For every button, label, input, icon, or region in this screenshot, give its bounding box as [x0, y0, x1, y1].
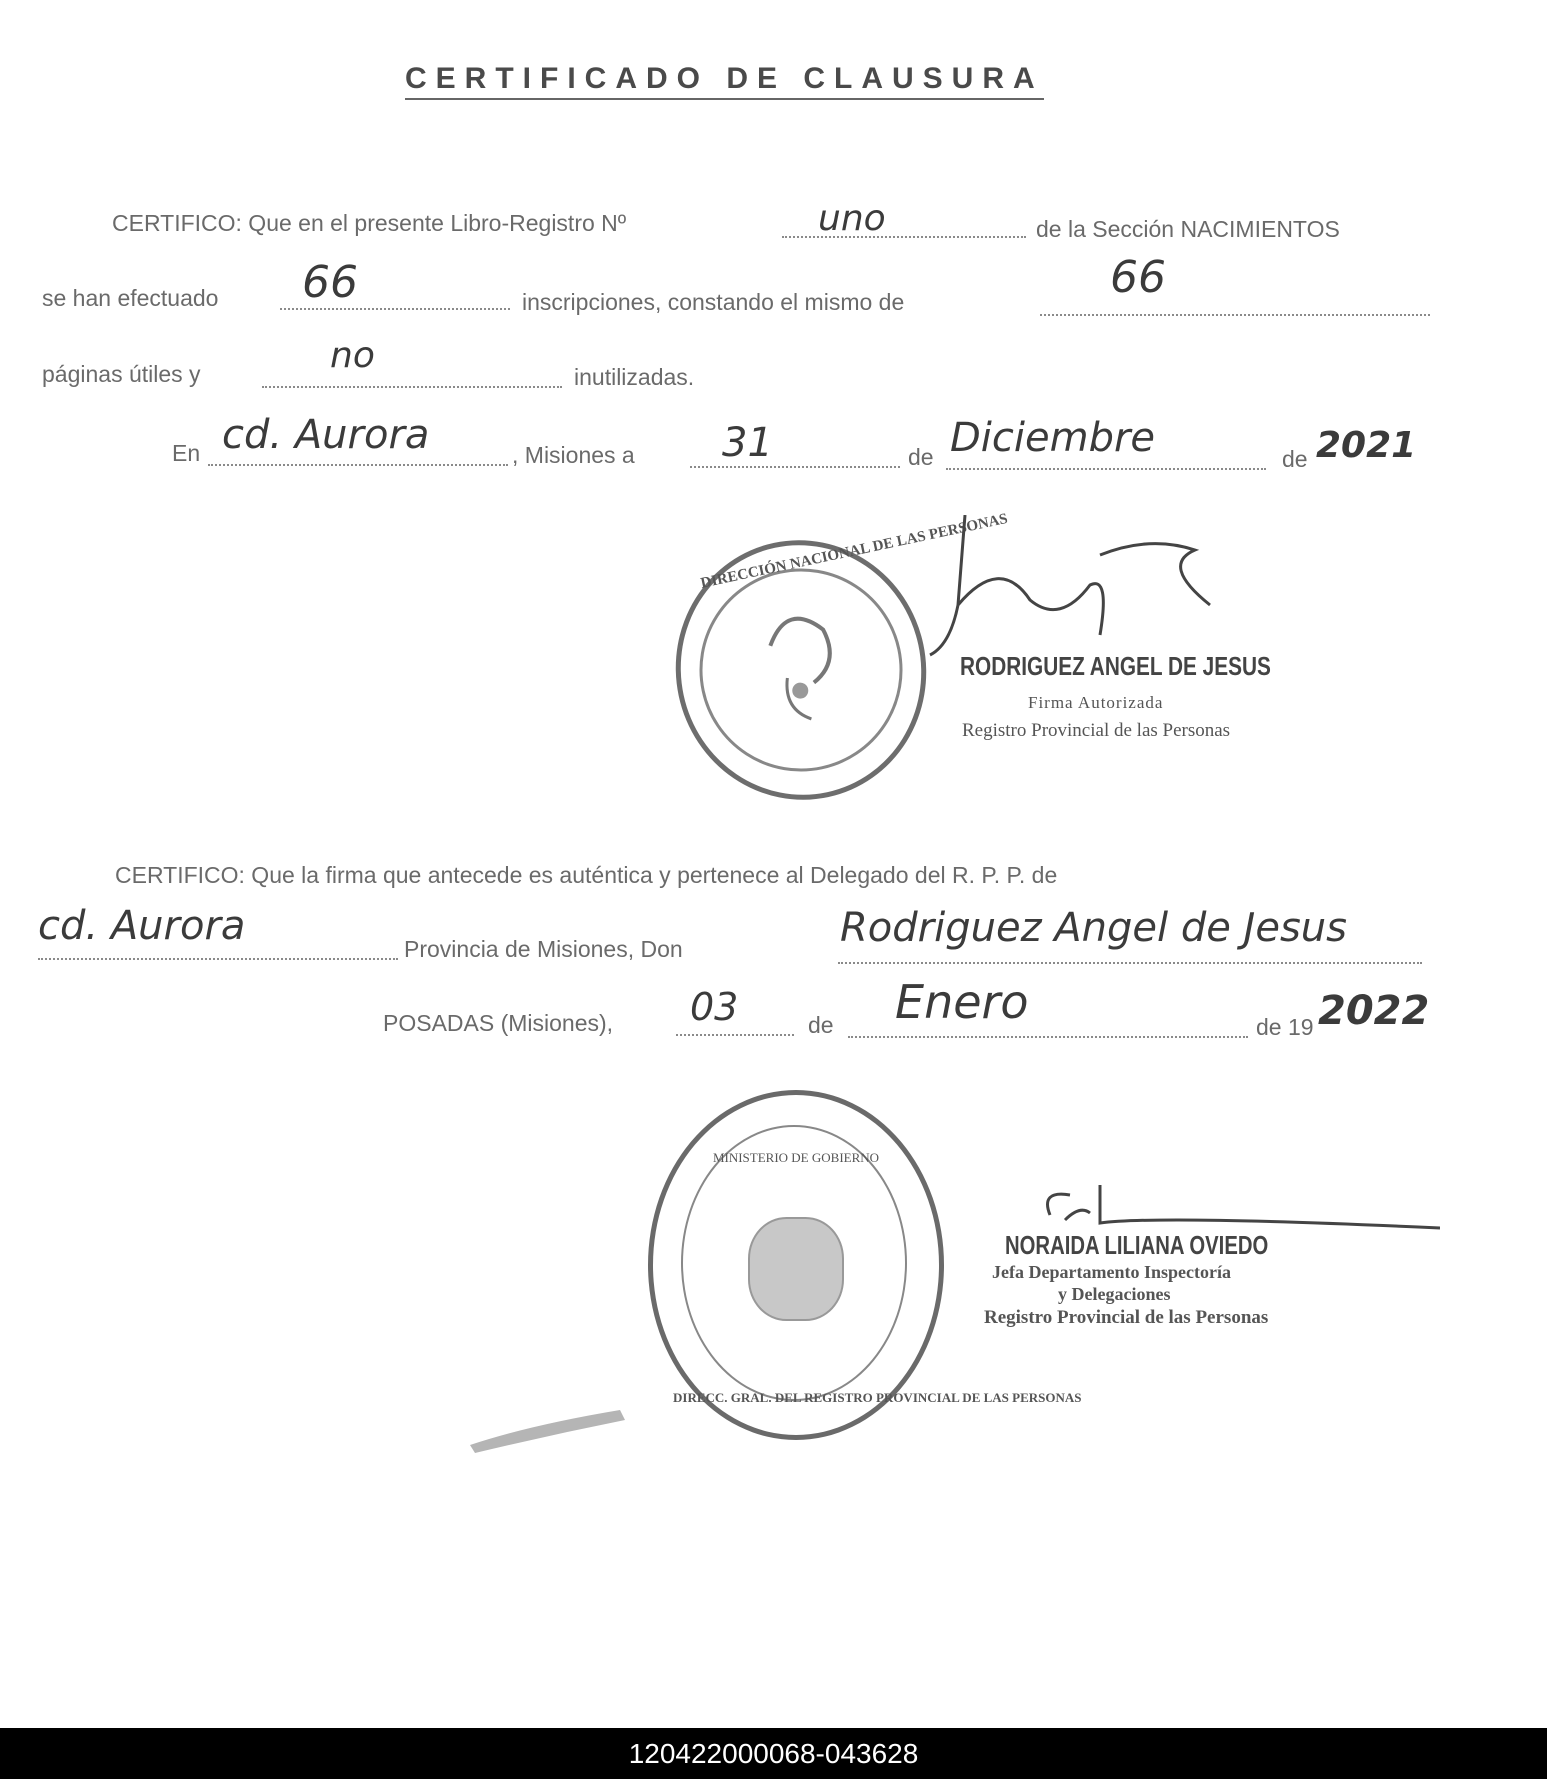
- cert1-line3-post: inutilizadas.: [574, 364, 695, 390]
- signature1-role: Firma Autorizada: [1028, 693, 1164, 712]
- cert2-mes-dots: [848, 1036, 1248, 1038]
- cert2-anio: 2022: [1318, 988, 1430, 1034]
- cert1-line2-pre: se han efectuado: [42, 285, 219, 311]
- cert1-mes-dots: [946, 468, 1266, 470]
- cert1-line3-pre: páginas útiles y: [42, 361, 201, 387]
- cert1-paginas: 66: [1110, 252, 1166, 303]
- cert1-line1-pre: CERTIFICO: Que en el presente Libro-Registro Nº: [112, 210, 627, 236]
- cert1-lugar-dots: [208, 464, 508, 466]
- signature2-scribble: [1020, 1185, 1440, 1235]
- cert2-delegado-dots: [838, 962, 1422, 964]
- cert2-de1: de: [808, 1012, 834, 1038]
- signature2-role2: y Delegaciones: [1058, 1284, 1171, 1304]
- cert1-de1: de: [908, 444, 934, 470]
- cert1-dia: 31: [722, 420, 773, 466]
- cert2-de2: de 19: [1256, 1014, 1314, 1040]
- stamp2-seal: [648, 1090, 1082, 1440]
- signature2-name: NORAIDA LILIANA OVIEDO: [1005, 1230, 1269, 1260]
- cert1-inscripciones: 66: [302, 257, 358, 308]
- stamp2-outer-text: DIRECC. GRAL. DEL REGISTRO PROVINCIAL DE LAS PERSONAS: [673, 1390, 1082, 1405]
- cert1-inutilizadas: no: [330, 335, 375, 376]
- cert2-line1: CERTIFICO: Que la firma que antecede es auténtica y pertenece al Delegado del R. P. P. de: [115, 862, 1058, 888]
- footer-code-bar: 120422000068-043628: [0, 1728, 1547, 1779]
- signature2-org: Registro Provincial de las Personas: [984, 1307, 1269, 1328]
- cert1-dia-dots: [690, 466, 900, 468]
- cert1-paginas-dots: [1040, 314, 1430, 316]
- cert2-dia-dots: [676, 1034, 794, 1036]
- cert2-posadas: POSADAS (Misiones),: [383, 1010, 614, 1036]
- stamp2-inner-text: MINISTERIO DE GOBIERNO: [712, 1150, 880, 1165]
- document-title: CERTIFICADO DE CLAUSURA: [405, 62, 1044, 100]
- cert1-inscr-dots: [280, 308, 510, 310]
- signature2-role1: Jefa Departamento Inspectoría: [992, 1262, 1231, 1282]
- cert2-mes: Enero: [895, 975, 1029, 1029]
- signature1-org: Registro Provincial de las Personas: [962, 720, 1231, 741]
- cert1-lugar: cd. Aurora: [222, 412, 430, 458]
- cert2-lugar-dots: [38, 958, 398, 960]
- cert1-inutil-dots: [262, 386, 562, 388]
- cert2-provincia: Provincia de Misiones, Don: [404, 936, 683, 962]
- cert2-lugar: cd. Aurora: [38, 903, 246, 949]
- cert1-misiones-a: , Misiones a: [512, 442, 635, 468]
- cert1-line1-post: de la Sección NACIMIENTOS: [1036, 216, 1340, 242]
- signature1-name: RODRIGUEZ ANGEL DE JESUS: [960, 651, 1271, 681]
- smudge-mark: [470, 1405, 630, 1455]
- stamp2-emblem: [748, 1217, 844, 1321]
- cert1-de2: de: [1282, 446, 1308, 472]
- cert1-anio: 2021: [1316, 425, 1417, 466]
- cert1-libro-no: uno: [818, 198, 886, 239]
- stamp1-text: DIRECCIÓN NACIONAL DE LAS PERSONAS: [699, 510, 1010, 592]
- cert2-delegado: Rodriguez Angel de Jesus: [840, 905, 1347, 951]
- cert1-line2-mid: inscripciones, constando el mismo de: [522, 289, 905, 315]
- cert1-mes: Diciembre: [950, 415, 1156, 461]
- cert1-en-label: En: [172, 440, 201, 466]
- stamp1-seal: [652, 510, 1010, 823]
- cert2-dia: 03: [690, 985, 739, 1029]
